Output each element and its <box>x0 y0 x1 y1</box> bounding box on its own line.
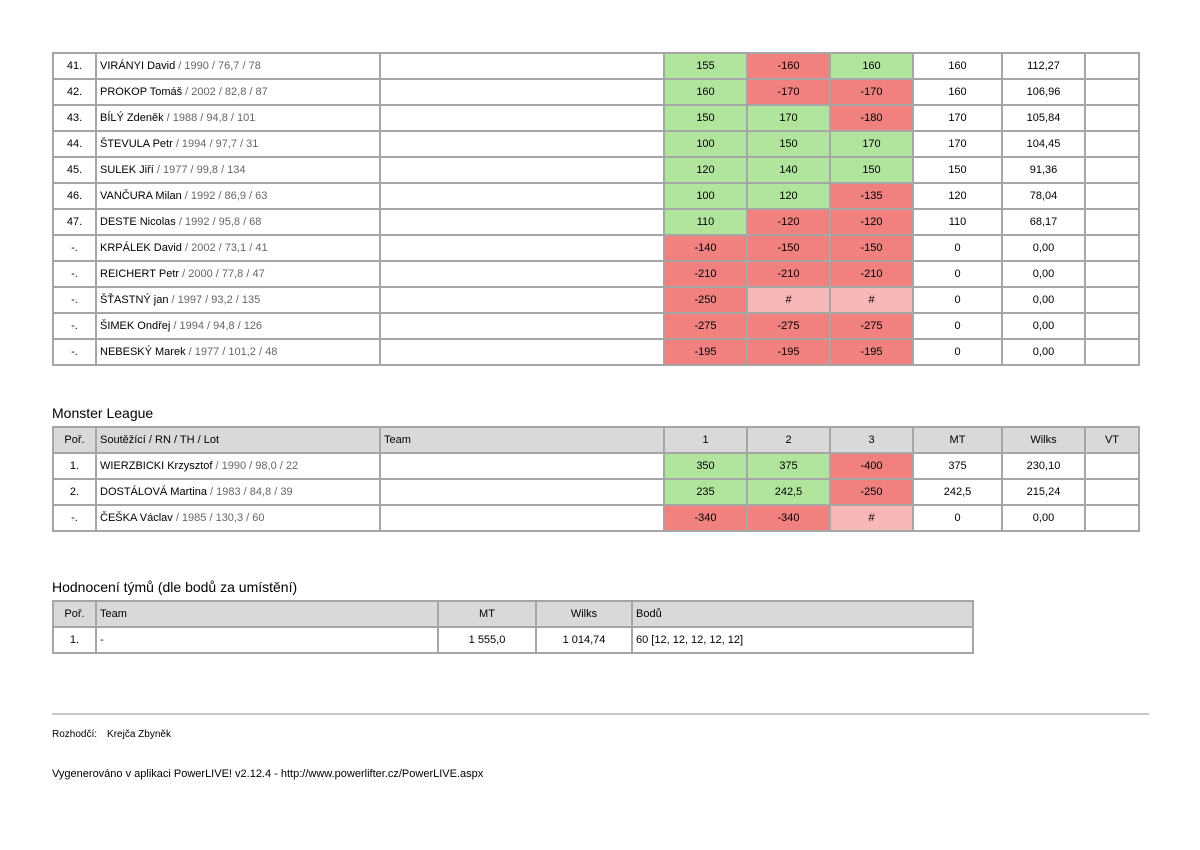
attempt-2-cell: 120 <box>747 183 830 209</box>
attempt-2-cell: -150 <box>747 235 830 261</box>
table-header-row <box>53 601 973 627</box>
team-cell <box>380 339 664 365</box>
table-row <box>53 261 1139 287</box>
team-cell <box>380 209 664 235</box>
section-title-team-ranking: Hodnocení týmů (dle bodů za umístění) <box>52 579 298 595</box>
competitor-cell <box>96 183 380 209</box>
vt-cell <box>1085 131 1139 157</box>
wilks-cell: 0,00 <box>1002 339 1085 365</box>
col-header-mt: MT <box>438 601 536 627</box>
attempt-3-cell: -275 <box>830 313 913 339</box>
attempt-1-cell: -140 <box>664 235 747 261</box>
monster-league-table <box>52 426 1140 532</box>
wilks-cell: 104,45 <box>1002 131 1085 157</box>
rank-cell: -. <box>53 505 96 531</box>
competitor-name: SULEK Jiří <box>100 164 154 176</box>
mt-cell: 0 <box>913 339 1002 365</box>
table-row <box>53 53 1139 79</box>
col-header-competitor-label: Soutěžící <box>100 434 146 446</box>
table-row <box>53 157 1139 183</box>
vt-cell <box>1085 157 1139 183</box>
vt-cell <box>1085 313 1139 339</box>
col-header-points: Bodů <box>632 601 973 627</box>
attempt-2-cell: # <box>747 287 830 313</box>
table-row <box>53 235 1139 261</box>
wilks-cell: 105,84 <box>1002 105 1085 131</box>
competitor-cell <box>96 261 380 287</box>
table-row <box>53 131 1139 157</box>
footer-divider <box>52 713 1149 715</box>
competitor-name: ČEŠKA Václav <box>100 512 173 524</box>
team-cell <box>380 105 664 131</box>
competitor-name: ŠIMEK Ondřej <box>100 320 171 332</box>
wilks-cell: 0,00 <box>1002 505 1085 531</box>
attempt-3-cell: # <box>830 505 913 531</box>
team-cell <box>380 131 664 157</box>
competitor-cell <box>96 79 380 105</box>
attempt-3-cell: -400 <box>830 453 913 479</box>
attempt-3-cell: -195 <box>830 339 913 365</box>
team-ranking-table <box>52 600 974 654</box>
team-cell <box>380 79 664 105</box>
rank-cell: -. <box>53 235 96 261</box>
table-row <box>53 453 1139 479</box>
table-row <box>53 339 1139 365</box>
competitor-cell <box>96 53 380 79</box>
competitor-cell <box>96 505 380 531</box>
wilks-cell: 112,27 <box>1002 53 1085 79</box>
competitor-cell <box>96 313 380 339</box>
attempt-3-cell: 160 <box>830 53 913 79</box>
attempt-2-cell: -210 <box>747 261 830 287</box>
mt-cell: 170 <box>913 131 1002 157</box>
wilks-cell: 106,96 <box>1002 79 1085 105</box>
wilks-cell: 78,04 <box>1002 183 1085 209</box>
rank-cell: 43. <box>53 105 96 131</box>
vt-cell <box>1085 235 1139 261</box>
team-cell <box>380 453 664 479</box>
table-row <box>53 105 1139 131</box>
rank-cell: 41. <box>53 53 96 79</box>
team-cell <box>380 313 664 339</box>
competitor-cell <box>96 479 380 505</box>
table-row <box>53 209 1139 235</box>
competitor-meta: / 1994 / 97,7 / 31 <box>172 138 259 150</box>
attempt-3-cell: 170 <box>830 131 913 157</box>
wilks-cell: 0,00 <box>1002 287 1085 313</box>
competitor-cell <box>96 105 380 131</box>
competitor-meta: / 1994 / 94,8 / 126 <box>170 320 263 332</box>
competitor-cell <box>96 287 380 313</box>
mt-cell: 0 <box>913 313 1002 339</box>
attempt-3-cell: 150 <box>830 157 913 183</box>
rank-cell: 47. <box>53 209 96 235</box>
wilks-cell: 0,00 <box>1002 261 1085 287</box>
col-header-competitor-meta: / RN / TH / Lot <box>145 434 220 446</box>
vt-cell <box>1085 209 1139 235</box>
competitor-name: DOSTÁLOVÁ Martina <box>100 486 207 498</box>
vt-cell <box>1085 287 1139 313</box>
attempt-3-cell: -210 <box>830 261 913 287</box>
attempt-2-cell: 140 <box>747 157 830 183</box>
competitor-meta: / 1990 / 76,7 / 78 <box>175 60 261 72</box>
attempt-3-cell: -170 <box>830 79 913 105</box>
vt-cell <box>1085 339 1139 365</box>
wilks-cell: 0,00 <box>1002 313 1085 339</box>
rank-cell: -. <box>53 287 96 313</box>
attempt-1-cell: -340 <box>664 505 747 531</box>
mt-cell: 0 <box>913 261 1002 287</box>
col-header-attempt-3: 3 <box>830 427 913 453</box>
team-cell <box>380 235 664 261</box>
col-header-team: Team <box>96 601 438 627</box>
rank-cell: -. <box>53 313 96 339</box>
attempt-1-cell: 110 <box>664 209 747 235</box>
table-row <box>53 313 1139 339</box>
rank-cell: 2. <box>53 479 96 505</box>
attempt-1-cell: -210 <box>664 261 747 287</box>
judge-line <box>52 729 171 740</box>
col-header-rank: Poř. <box>53 601 96 627</box>
wilks-cell: 230,10 <box>1002 453 1085 479</box>
competitor-cell <box>96 157 380 183</box>
results-table-continued <box>52 52 1140 366</box>
competitor-meta: / 1992 / 86,9 / 63 <box>181 190 268 202</box>
col-header-wilks: Wilks <box>536 601 632 627</box>
rank-cell: 44. <box>53 131 96 157</box>
team-cell <box>380 183 664 209</box>
wilks-cell: 215,24 <box>1002 479 1085 505</box>
competitor-meta: / 1988 / 94,8 / 101 <box>163 112 256 124</box>
mt-cell: 0 <box>913 505 1002 531</box>
rank-cell: 1. <box>53 453 96 479</box>
judge-label: Rozhodčí: <box>52 729 98 740</box>
competitor-meta: / 1985 / 130,3 / 60 <box>172 512 265 524</box>
mt-cell: 0 <box>913 287 1002 313</box>
mt-cell: 0 <box>913 235 1002 261</box>
competitor-cell <box>96 235 380 261</box>
mt-cell: 160 <box>913 79 1002 105</box>
attempt-1-cell: 350 <box>664 453 747 479</box>
team-mt: 1 555,0 <box>438 627 536 653</box>
competitor-cell <box>96 339 380 365</box>
table-row <box>53 79 1139 105</box>
table-row <box>53 479 1139 505</box>
attempt-3-cell: -180 <box>830 105 913 131</box>
col-header-team: Team <box>380 427 664 453</box>
wilks-cell: 0,00 <box>1002 235 1085 261</box>
competitor-name: VIRÁNYI David <box>100 60 176 72</box>
competitor-meta: / 2002 / 73,1 / 41 <box>181 242 268 254</box>
rank-cell: -. <box>53 339 96 365</box>
attempt-3-cell: -250 <box>830 479 913 505</box>
mt-cell: 375 <box>913 453 1002 479</box>
competitor-meta: / 1992 / 95,8 / 68 <box>175 216 262 228</box>
competitor-name: VANČURA Milan <box>100 190 182 202</box>
attempt-2-cell: -195 <box>747 339 830 365</box>
mt-cell: 120 <box>913 183 1002 209</box>
attempt-3-cell: -120 <box>830 209 913 235</box>
attempt-1-cell: -275 <box>664 313 747 339</box>
attempt-1-cell: 120 <box>664 157 747 183</box>
attempt-2-cell: -275 <box>747 313 830 339</box>
vt-cell <box>1085 479 1139 505</box>
col-header-mt: MT <box>913 427 1002 453</box>
attempt-1-cell: 155 <box>664 53 747 79</box>
rank-cell: 42. <box>53 79 96 105</box>
team-cell <box>380 157 664 183</box>
team-name: - <box>96 627 438 653</box>
vt-cell <box>1085 183 1139 209</box>
competitor-name: BÍLÝ Zdeněk <box>100 112 164 124</box>
attempt-3-cell: # <box>830 287 913 313</box>
col-header-attempt-2: 2 <box>747 427 830 453</box>
competitor-cell <box>96 209 380 235</box>
results-table-body <box>53 53 1139 365</box>
table-row <box>53 287 1139 313</box>
team-cell <box>380 53 664 79</box>
competitor-meta: / 1990 / 98,0 / 22 <box>212 460 299 472</box>
rank-cell: 45. <box>53 157 96 183</box>
mt-cell: 150 <box>913 157 1002 183</box>
competitor-cell <box>96 131 380 157</box>
col-header-competitor <box>96 427 380 453</box>
competitor-name: WIERZBICKI Krzysztof <box>100 460 213 472</box>
vt-cell <box>1085 453 1139 479</box>
competitor-meta: / 1977 / 101,2 / 48 <box>185 346 278 358</box>
team-cell <box>380 505 664 531</box>
rank-cell: -. <box>53 261 96 287</box>
competitor-meta: / 1983 / 84,8 / 39 <box>206 486 293 498</box>
monster-league-body <box>53 453 1139 531</box>
mt-cell: 170 <box>913 105 1002 131</box>
competitor-name: KRPÁLEK David <box>100 242 182 254</box>
attempt-1-cell: -195 <box>664 339 747 365</box>
vt-cell <box>1085 261 1139 287</box>
table-row <box>53 627 973 653</box>
competitor-name: ŠTEVULA Petr <box>100 138 173 150</box>
judge-name: Krejča Zbyněk <box>107 729 171 740</box>
mt-cell: 242,5 <box>913 479 1002 505</box>
mt-cell: 110 <box>913 209 1002 235</box>
vt-cell <box>1085 505 1139 531</box>
col-header-attempt-1: 1 <box>664 427 747 453</box>
vt-cell <box>1085 53 1139 79</box>
vt-cell <box>1085 79 1139 105</box>
attempt-1-cell: 235 <box>664 479 747 505</box>
team-cell <box>380 287 664 313</box>
attempt-2-cell: 150 <box>747 131 830 157</box>
attempt-2-cell: -170 <box>747 79 830 105</box>
competitor-name: ŠŤASTNÝ jan <box>100 294 169 306</box>
attempt-1-cell: 100 <box>664 131 747 157</box>
rank-cell: 46. <box>53 183 96 209</box>
competitor-name: PROKOP Tomáš <box>100 86 183 98</box>
team-points: 60 [12, 12, 12, 12, 12] <box>632 627 973 653</box>
attempt-1-cell: 150 <box>664 105 747 131</box>
table-row <box>53 183 1139 209</box>
competitor-meta: / 1997 / 93,2 / 135 <box>168 294 261 306</box>
competitor-name: REICHERT Petr <box>100 268 180 280</box>
attempt-2-cell: -340 <box>747 505 830 531</box>
competitor-meta: / 2000 / 77,8 / 47 <box>179 268 265 280</box>
attempt-2-cell: -120 <box>747 209 830 235</box>
mt-cell: 160 <box>913 53 1002 79</box>
col-header-wilks: Wilks <box>1002 427 1085 453</box>
team-rank: 1. <box>53 627 96 653</box>
col-header-rank: Poř. <box>53 427 96 453</box>
generated-by-note: Vygenerováno v aplikaci PowerLIVE! v2.12.4 - http://www.powerlifter.cz/PowerLIVE.aspx <box>52 768 484 780</box>
competitor-cell <box>96 453 380 479</box>
wilks-cell: 68,17 <box>1002 209 1085 235</box>
team-cell <box>380 261 664 287</box>
team-cell <box>380 479 664 505</box>
attempt-3-cell: -150 <box>830 235 913 261</box>
competitor-name: DESTE Nicolas <box>100 216 176 228</box>
competitor-name: NEBESKÝ Marek <box>100 346 186 358</box>
attempt-2-cell: -160 <box>747 53 830 79</box>
table-header-row <box>53 427 1139 453</box>
col-header-vt: VT <box>1085 427 1139 453</box>
attempt-2-cell: 242,5 <box>747 479 830 505</box>
attempt-2-cell: 170 <box>747 105 830 131</box>
vt-cell <box>1085 105 1139 131</box>
team-wilks: 1 014,74 <box>536 627 632 653</box>
wilks-cell: 91,36 <box>1002 157 1085 183</box>
table-row <box>53 505 1139 531</box>
competitor-meta: / 1977 / 99,8 / 134 <box>153 164 246 176</box>
section-title-monster-league: Monster League <box>52 405 154 421</box>
attempt-2-cell: 375 <box>747 453 830 479</box>
attempt-1-cell: 160 <box>664 79 747 105</box>
attempt-1-cell: 100 <box>664 183 747 209</box>
competitor-meta: / 2002 / 82,8 / 87 <box>182 86 268 98</box>
attempt-3-cell: -135 <box>830 183 913 209</box>
attempt-1-cell: -250 <box>664 287 747 313</box>
